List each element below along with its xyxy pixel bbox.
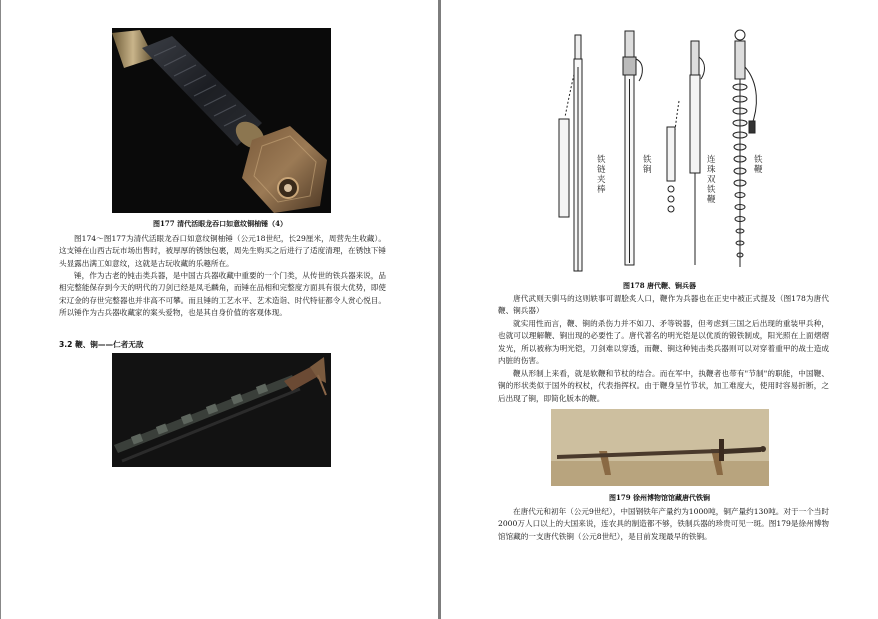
tang-jian-image — [551, 409, 769, 486]
fig177-caption: 图177 清代活眼龙吞口如意纹铜柚锤（4） — [153, 219, 287, 228]
fig178-caption: 图178 唐代鞭、锏兵器 — [622, 281, 697, 290]
drawing-label-iron-whip: 铁鞭 — [754, 155, 763, 175]
drawing-label-iron-jian: 铁锏 — [643, 155, 652, 175]
mace-image — [112, 28, 331, 213]
right-paragraph-4: 在唐代元和初年（公元9世纪），中国钢铁年产量约为1000吨，铜产量约130吨。对于一个当时2000万人口以上的大国来说，连农具的制造都不够，铁制兵器的珍贵可见一斑。图179是徐州博物馆馆藏的一支唐代铁锏（公元8世纪），是目前发现最早的铁锏。 — [498, 507, 829, 541]
mace-photo — [112, 28, 331, 213]
whip-image — [112, 353, 331, 467]
whip-photo — [112, 353, 331, 467]
fig179-caption: 图179 徐州博物馆馆藏唐代铁锏 — [608, 493, 711, 502]
tang-jian-photo — [551, 409, 769, 486]
right-paragraph-1: 唐代武则天驯马的这则轶事可谓脍炙人口，鞭作为兵器也在正史中被正式提及（图178为唐代鞭、锏兵器） — [498, 294, 829, 316]
left-paragraph-2: 锤，作为古老的钝击类兵器，是中国古兵器收藏中重要的一个门类，从传世的铁兵器来说，品相完整能保存到今天的明代的刀剑已经是凤毛麟角，而锤在品相和完整度方面具有很大优势，即使宋辽金的存世完整器也并非高不可攀。而且锤的工艺水平、艺术造诣、时代特征都令人赏心悦目。所以锤作为古兵器收藏家的案头爱物，也是其自身价值的客观体现。 — [59, 271, 386, 318]
weapons-drawing — [547, 27, 779, 273]
section-heading: 3.2 鞭、锏——仁者无敌 — [59, 340, 144, 349]
left-paragraph-1: 图174～图177为清代活眼龙吞口如意纹铜柚锤（公元18世纪，长29厘米，周营先生收藏）。这支锤在山西古玩市场出售时，被厚厚的锈蚀包裹，周先生购买之后进行了适度清理，在锈蚀下锤头显露出满工如意纹，这就是古玩收藏的乐趣所在。 — [59, 234, 386, 268]
right-paragraph-3: 鞭从形制上来看，就是软鞭和节杖的结合。而在军中，执鞭者也带有"节制"的职能，中国鞭、锏的形状类似于国外的权杖，代表指挥权。由于鞭身呈竹节状，加工难度大，使用时容易折断，之后出现了锏，即简化版本的鞭。 — [498, 369, 829, 403]
drawing-label-chain-flail: 铁链夹棒 — [597, 155, 606, 195]
right-page — [441, 0, 878, 619]
weapons-line-art — [547, 27, 779, 273]
right-paragraph-2: 就实用性而言，鞭、锏的杀伤力并不如刀、矛等锐器，但考虑到三国之后出现的重装甲兵种，也就可以理解鞭、锏出现的必要性了。唐代著名的明光铠是以优质的锻铁制成，阳光照在上面熠熠发光，所以被称为明光铠，刀剑难以穿透，而鞭、锏这种钝击类兵器则可以对穿着重甲的战士造成内脏的伤害。 — [498, 319, 829, 366]
drawing-label-double-whip: 连珠双铁鞭 — [707, 155, 716, 205]
